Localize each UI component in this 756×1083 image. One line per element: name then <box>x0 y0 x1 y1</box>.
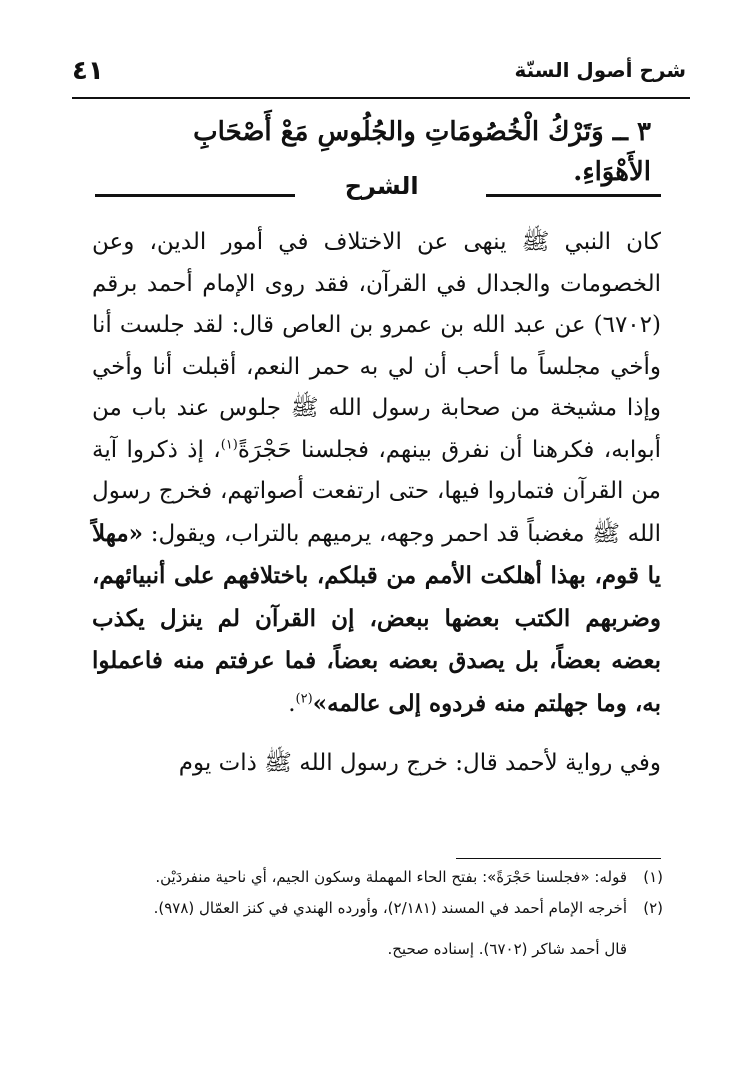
page-header <box>72 56 686 96</box>
footnote-ref-2[interactable]: (٢) <box>295 690 313 706</box>
footnote-text: أخرجه الإمام أحمد في المسند (٢/١٨١)، وأورده الهندي في كنز العمّال (٩٧٨). <box>153 899 627 917</box>
paragraph-1-part-a: كان النبي ﷺ ينهى عن الاختلاف في أمور الدين، وعن الخصومات والجدال في القرآن، فقد روى الإمام أحمد برقم (٦٧٠٢) عن عبد الله بن عمرو بن العاص قال: لقد جلست أنا وأخي مجلساً ما أحب أن لي به حمر النعم، أقبلت أنا وأخي وإذا مشيخة من صحابة رسول الله ﷺ جلوس عند باب من أبوابه، فكرهنا أن نفرق بينهم، فجلسنا حَجْرَةً <box>92 229 661 463</box>
divider-line-right <box>486 194 661 197</box>
commentary-label: الشرح <box>344 172 419 200</box>
footnote-marker: (١) <box>643 868 663 886</box>
footnote-note: قال أحمد شاكر (٦٧٠٢). إسناده صحيح. <box>387 940 627 958</box>
footnote-2 <box>92 893 663 924</box>
running-title: شرح أصول السنّة <box>514 58 686 82</box>
footnotes <box>92 862 663 965</box>
footnote-ref-1[interactable]: (١) <box>220 436 238 452</box>
footnote-1 <box>92 862 663 893</box>
divider-line-left <box>95 194 295 197</box>
page-number: ٤١ <box>72 56 104 86</box>
paragraph-1 <box>92 222 661 725</box>
footnote-text: قوله: «فجلسنا حَجْرَةً»: بفتح الحاء المهملة وسكون الجيم، أي ناحية منفردَيْن. <box>155 868 627 886</box>
footnote-rule <box>456 858 661 859</box>
paragraph-1-part-b: ، إذ ذكروا آية من القرآن فتماروا فيها، حتى ارتفعت أصواتهم، فخرج رسول الله ﷺ مغضباً قد احمر وجهه، يرميهم بالتراب، ويقول: <box>92 436 661 547</box>
paragraph-2: وفي رواية لأحمد قال: خرج رسول الله ﷺ ذات يوم <box>178 750 661 776</box>
commentary-divider <box>95 172 661 208</box>
body-text <box>92 222 661 785</box>
header-rule <box>72 97 690 99</box>
hadith-quote: «مهلاً يا قوم، بهذا أهلكت الأمم من قبلكم، باختلافهم على أنبيائهم، وضربهم الكتب بعضها ببعض، إن القرآن لم ينزل يكذب بعضه بعضاً، بل يصدق بعضه بعضاً، فما عرفتم منه فاعملوا به، وما جهلتم منه فردوه إلى عالمه» <box>92 519 661 717</box>
paragraph-1-end: . <box>288 690 296 717</box>
section-heading: ٣ ــ وَتَرْكُ الْخُصُومَاتِ والجُلُوسِ مَعْ أَصْحَابِ الأَهْوَاءِ. <box>193 117 651 187</box>
footnote-marker: (٢) <box>643 899 663 917</box>
